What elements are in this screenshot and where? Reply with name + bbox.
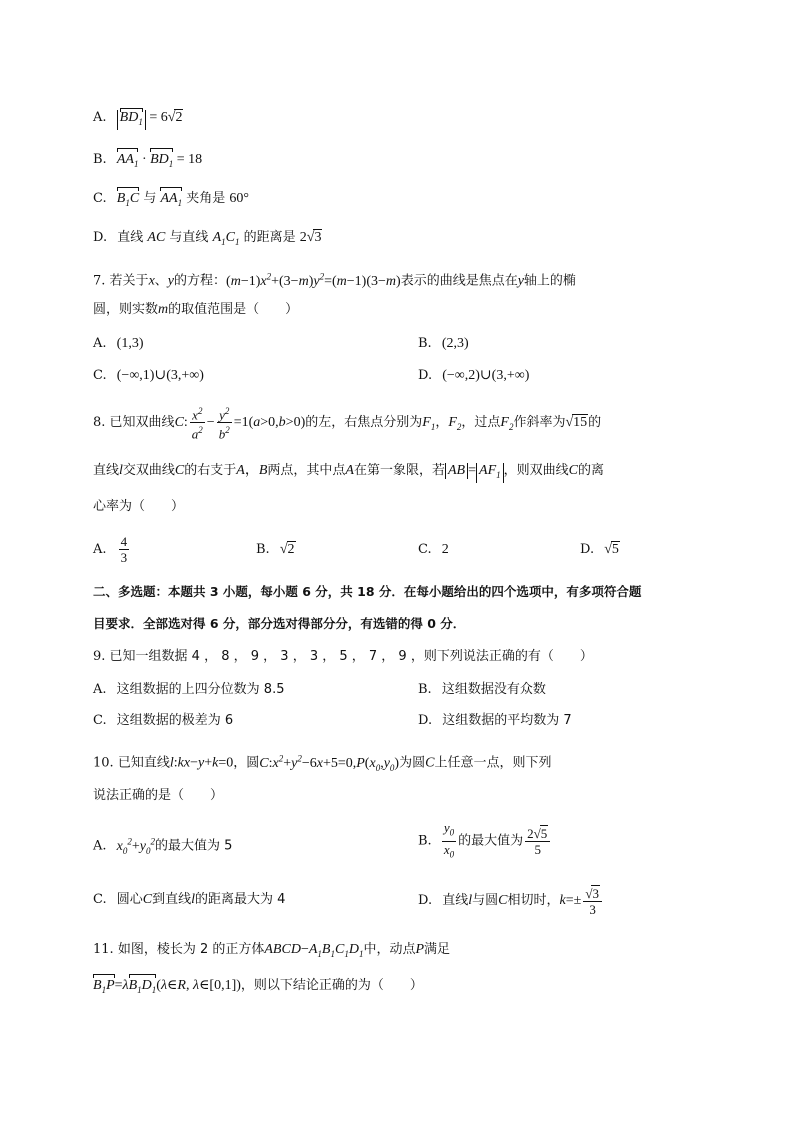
- text: 圆心: [116, 892, 143, 907]
- question-number: 11.: [93, 942, 114, 957]
- q7-option-b: [418, 334, 469, 354]
- question-number: 10.: [93, 755, 114, 771]
- text: 相切时，: [507, 893, 560, 908]
- q10-option-d: [418, 880, 604, 922]
- text: 中，动点: [363, 942, 416, 957]
- var-y: y: [517, 273, 524, 289]
- text: 的距离最大为 4: [195, 892, 286, 907]
- text: 的离: [577, 463, 604, 478]
- option-label: B.: [418, 336, 432, 351]
- text: 的取值范围是（ ）: [168, 302, 299, 317]
- q6-option-a: [93, 108, 183, 130]
- option-text: 这组数据没有众数: [441, 682, 546, 697]
- option-value-fraction: $\frac{4}{3}$: [120, 534, 128, 565]
- text: 直线: [93, 463, 120, 478]
- text: 直线: [442, 893, 469, 908]
- text: 如图，棱长为 2 的正方体: [117, 942, 265, 957]
- option-label: B.: [93, 152, 107, 167]
- option-label: A.: [93, 336, 107, 351]
- text: ，则以下结论正确的为（ ）: [240, 978, 423, 993]
- option-value: (−∞,2)∪(3,+∞): [442, 368, 530, 383]
- q8-stem-line2: [93, 461, 604, 483]
- text: 的方程：: [174, 273, 227, 289]
- var-x: x: [148, 273, 155, 289]
- text: 已知双曲线: [109, 415, 175, 431]
- text: 为圆: [399, 755, 426, 771]
- q8-stem-line3: [93, 497, 184, 517]
- var-p: P: [415, 942, 425, 957]
- var-y: y: [167, 273, 175, 289]
- formula: $A_1C_1$: [212, 230, 240, 247]
- var-c: C: [498, 893, 508, 908]
- angle-value: 60°: [229, 191, 249, 206]
- q8-stem-line1: 8. 已知双曲线C: $\frac{x^2}{a^2}$ − $\frac{y^2}{b^2}$ =1(a>0,b>0)的左，右焦点分别为$F_1$，$F_2$，过点$F_2$作斜率为√15的: [93, 406, 602, 442]
- option-label: C.: [93, 713, 107, 728]
- formula: $BD_1 = 6√2$: [117, 110, 184, 125]
- option-value: (−∞,1)∪(3,+∞): [116, 368, 204, 383]
- text: 与直线: [169, 230, 209, 245]
- option-text: 这组数据的极差为 6: [116, 713, 234, 728]
- text: 作斜率为: [513, 415, 566, 431]
- var-a: A: [345, 463, 354, 478]
- text: 已知直线: [117, 755, 170, 771]
- hyperbola-equation: C: $\frac{x^2}{a^2}$ − $\frac{y^2}{b^2}$ =1(a>0,b>0): [174, 406, 306, 442]
- text: 说法正确的是（ ）: [93, 788, 224, 803]
- text: 夹角是: [186, 191, 226, 206]
- circle-equation: $C:x^2+y^2-6x+5=0,P(x_0,y_0)$: [259, 753, 400, 773]
- q8-option-b: [256, 540, 296, 560]
- q8-option-d: [580, 540, 620, 560]
- text: 心率为（ ）: [93, 499, 185, 514]
- text: 的左，右焦点分别为: [305, 415, 423, 431]
- q9-option-b: [418, 680, 546, 700]
- q10-option-c: [93, 890, 285, 910]
- slope-value: √15: [565, 415, 588, 431]
- q8-option-c: [418, 540, 449, 560]
- section-title-line1: 二、多选题：本题共 3 小题，每小题 6 分，共 18 分．在每小题给出的四个选项中，有多项符合题: [93, 584, 642, 599]
- text: 若关于: [109, 273, 149, 289]
- option-label: B.: [418, 833, 432, 849]
- text: 直线: [117, 230, 144, 245]
- text: 的右支于: [184, 463, 237, 478]
- option-label: D.: [418, 893, 433, 908]
- q7-option-c: [93, 366, 204, 386]
- var-c: C: [142, 892, 153, 907]
- cube-name: $ABCD-A_1B_1C_1D_1$: [264, 942, 364, 959]
- formula: 2√3: [299, 230, 322, 245]
- text: 与: [143, 191, 157, 206]
- var-l: l: [119, 463, 123, 478]
- equation: $(m-1)x^2+(3-m)y^2=(m-1)(3-m)$: [226, 271, 401, 289]
- option-label: D.: [93, 230, 108, 245]
- points-ab: A，B: [236, 463, 268, 478]
- q10-option-b: [418, 820, 552, 863]
- q7-option-a: [93, 334, 144, 354]
- formula: $B_1C$: [117, 191, 139, 206]
- option-value: 2: [441, 542, 449, 557]
- formula-fraction: $\frac{y_0}{x_0}$: [443, 820, 455, 860]
- text: ，过点: [461, 415, 501, 431]
- option-label: A.: [93, 110, 107, 125]
- text: 上任意一点，则下列: [434, 755, 552, 771]
- var-l: l: [191, 892, 196, 907]
- q9-option-c: [93, 711, 233, 731]
- q7-option-d: [418, 366, 529, 386]
- section-title-line2: 目要求．全部选对得 6 分，部分选对得部分分，有选错的得 0 分．: [93, 616, 466, 631]
- var-l: l: [468, 893, 473, 908]
- option-value: (2,3): [441, 336, 469, 351]
- var-c: C: [568, 463, 578, 478]
- option-value: √2: [279, 542, 295, 557]
- text: 、: [154, 273, 168, 289]
- option-value: (1,3): [116, 336, 144, 351]
- option-label: C.: [93, 368, 107, 383]
- option-text: 的最大值为 5: [155, 838, 233, 854]
- q11-stem-line1: [93, 940, 450, 964]
- text: 在第一象限，若: [353, 463, 445, 478]
- text: ，圆: [233, 755, 260, 771]
- question-number: 7.: [93, 273, 106, 289]
- option-text: 这组数据的上四分位数为 8.5: [116, 682, 285, 697]
- var-m: m: [158, 302, 169, 317]
- formula: $AA_1$: [160, 191, 182, 206]
- var-c: C: [174, 463, 185, 478]
- text: 已知一组数据 4 ， 8 ， 9 ， 3 ， 3 ， 5 ， 7 ， 9 ，则下列说法正确的有（ ）: [109, 649, 593, 664]
- text: 交双曲线: [122, 463, 175, 478]
- option-value: √5: [604, 542, 619, 557]
- formula: $AA_1 \cdot BD_1 = 18$: [117, 152, 202, 167]
- q9-option-d: [418, 711, 572, 731]
- option-label: D.: [580, 542, 595, 557]
- line-equation: l:kx−y+k=0: [169, 755, 234, 771]
- text: 圆，则实数: [93, 302, 159, 317]
- text: ，则双曲线: [503, 463, 569, 478]
- text: 的距离是: [243, 230, 296, 245]
- q6-option-d: [93, 228, 322, 252]
- q7-stem-line1: [93, 266, 576, 292]
- option-label: A.: [93, 838, 107, 854]
- q9-stem: [93, 647, 593, 667]
- vector-condition: $B_1P=\lambda B_1D_1(\lambda\in R$, λ∈[0,1]): [93, 978, 241, 993]
- q9-option-a: [93, 680, 284, 700]
- focus-f2: $F_2$: [500, 415, 514, 432]
- q10-stem-line2: [93, 786, 223, 806]
- option-label: D.: [418, 368, 433, 383]
- option-label: B.: [418, 682, 432, 697]
- option-label: A.: [93, 682, 107, 697]
- text: 到直线: [152, 892, 192, 907]
- condition: AB = $AF_1$: [445, 463, 504, 478]
- q11-stem-line2: [93, 976, 423, 1000]
- formula: $x_0^2+y_0^2$: [116, 836, 156, 856]
- k-value: k=± $\frac{√3}{3}$: [560, 893, 604, 908]
- text: 轴上的椭: [523, 273, 576, 289]
- formula: AC: [147, 230, 166, 245]
- text: 表示的曲线是焦点在: [400, 273, 518, 289]
- option-text: 的最大值为: [458, 833, 524, 849]
- option-label: C.: [93, 191, 107, 206]
- option-label: B.: [256, 542, 270, 557]
- focus-f1: $F_1$: [422, 415, 436, 432]
- option-label: C.: [93, 892, 107, 907]
- question-number: 9.: [93, 649, 106, 664]
- q8-option-a: [93, 528, 131, 572]
- var-c: C: [425, 755, 435, 771]
- text: 的: [588, 415, 602, 431]
- focus-f2: $F_2$: [448, 415, 462, 432]
- option-label: D.: [418, 713, 433, 728]
- q10-stem-line1: [93, 748, 551, 777]
- q7-stem-line2: [93, 300, 298, 320]
- option-label: C.: [418, 542, 432, 557]
- text: 与圆: [472, 893, 499, 908]
- option-text: 这组数据的平均数为 7: [442, 713, 572, 728]
- max-value-fraction: $\frac{2√5}{5}$: [525, 825, 550, 857]
- q6-option-c: [93, 189, 249, 213]
- text: 两点，其中点: [267, 463, 346, 478]
- q10-option-a: [93, 831, 232, 860]
- q6-option-b: [93, 150, 202, 174]
- text: 满足: [424, 942, 451, 957]
- question-number: 8.: [93, 415, 106, 431]
- option-label: A.: [93, 542, 107, 557]
